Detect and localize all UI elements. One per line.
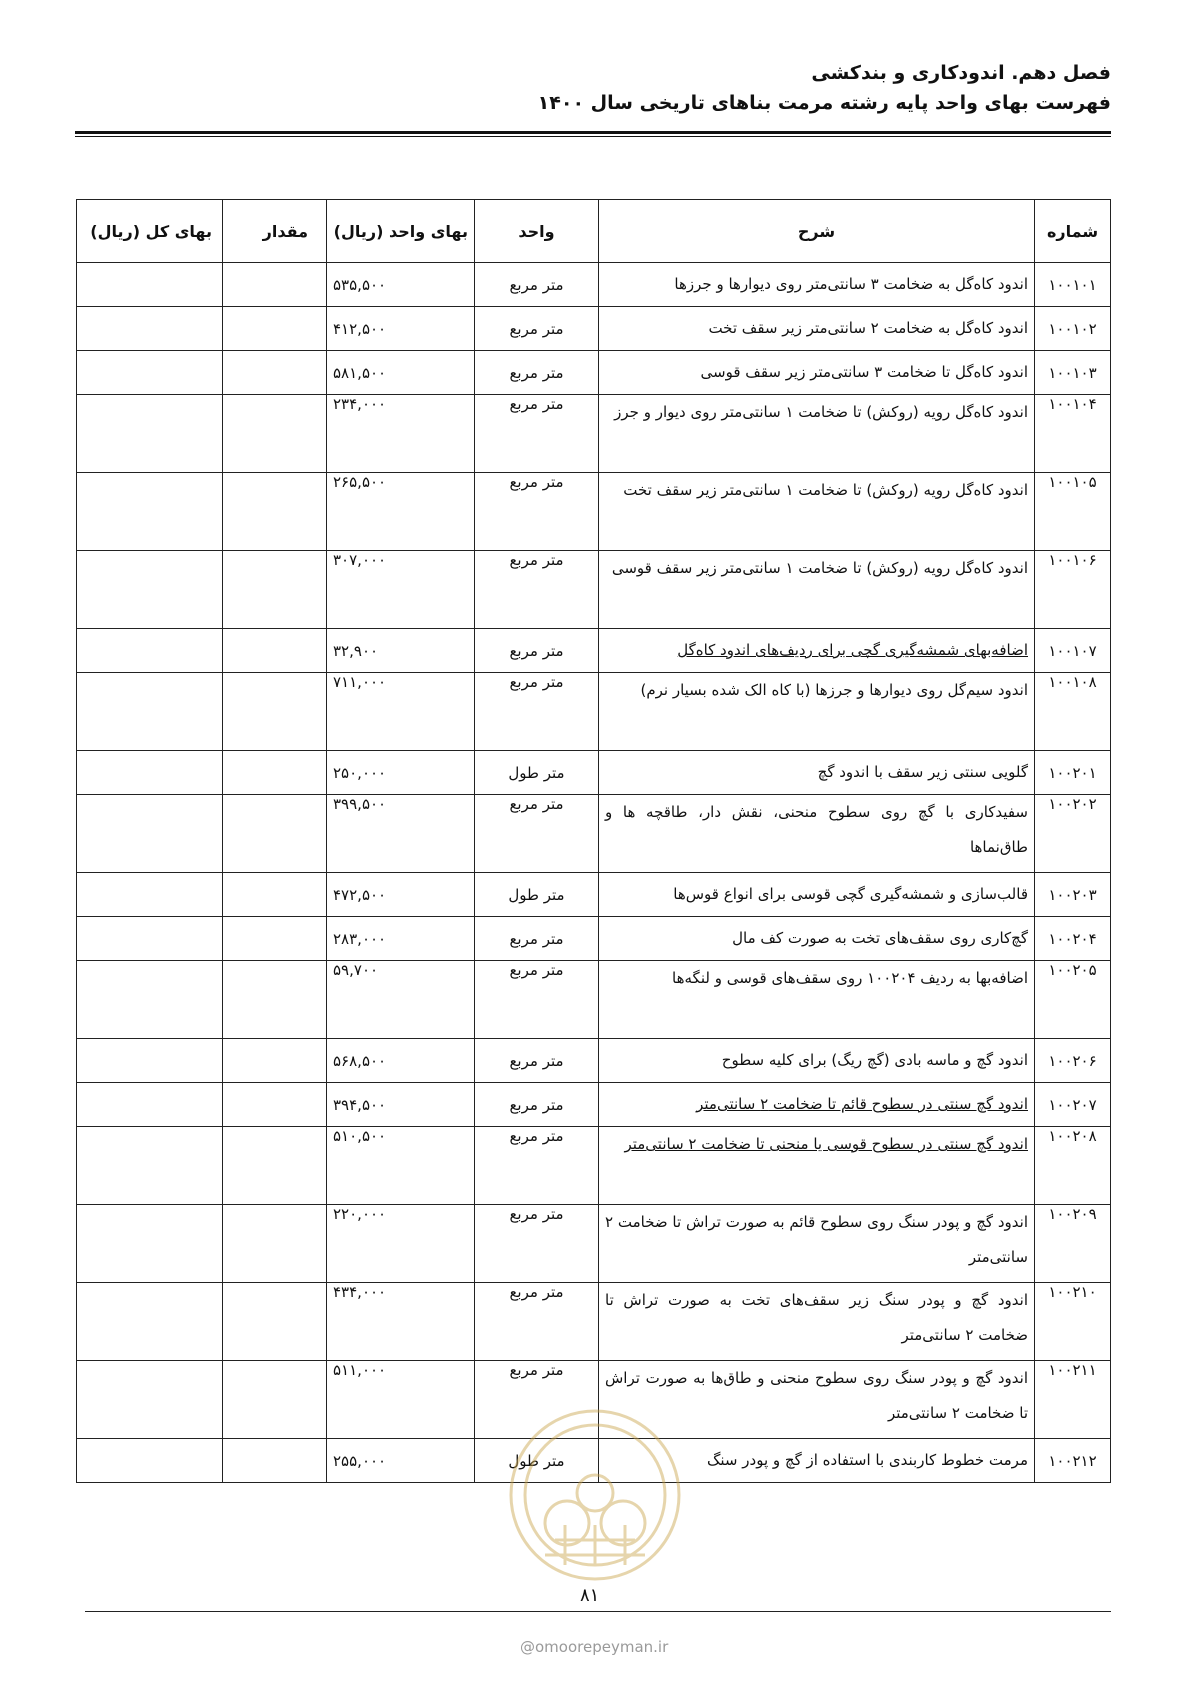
row-description: گلویی سنتی زیر سقف با اندود گچ: [599, 751, 1035, 795]
row-unit: متر مربع: [475, 395, 599, 473]
header-total-price: بهای کل (ریال): [77, 200, 223, 263]
row-total-price: [77, 961, 223, 1039]
row-quantity: [223, 263, 327, 307]
row-unit-price: ۴۱۲,۵۰۰: [327, 307, 475, 351]
row-unit-price: ۴۷۲,۵۰۰: [327, 873, 475, 917]
table-row: [77, 673, 1111, 751]
row-description: اندود کاه‌گل رویه (روکش) تا ضخامت ۱ سانتی‌متر روی دیوار و جرز: [599, 395, 1035, 473]
row-description: اندود سیم‌گل روی دیوارها و جرزها (با کاه الک شده بسیار نرم): [599, 673, 1035, 751]
header-quantity: مقدار: [223, 200, 327, 263]
row-number: ۱۰۰۱۰۴: [1035, 395, 1111, 473]
row-total-price: [77, 1205, 223, 1283]
row-unit-price: ۲۳۴,۰۰۰: [327, 395, 475, 473]
row-description: اندود گچ و پودر سنگ زیر سقف‌های تخت به صورت تراش تا ضخامت ۲ سانتی‌متر: [599, 1283, 1035, 1361]
row-quantity: [223, 751, 327, 795]
row-description: اندود کاه‌گل رویه (روکش) تا ضخامت ۱ سانتی‌متر زیر سقف قوسی: [599, 551, 1035, 629]
row-quantity: [223, 551, 327, 629]
row-number: ۱۰۰۲۰۵: [1035, 961, 1111, 1039]
row-total-price: [77, 1361, 223, 1439]
row-number: ۱۰۰۱۰۶: [1035, 551, 1111, 629]
row-quantity: [223, 1039, 327, 1083]
row-total-price: [77, 395, 223, 473]
row-unit: متر مربع: [475, 307, 599, 351]
row-unit: متر مربع: [475, 1127, 599, 1205]
row-number: ۱۰۰۲۰۳: [1035, 873, 1111, 917]
row-unit-price: ۷۱۱,۰۰۰: [327, 673, 475, 751]
row-quantity: [223, 1283, 327, 1361]
header-unit-price: بهای واحد (ریال): [327, 200, 475, 263]
table-row: [77, 395, 1111, 473]
row-description: مرمت خطوط کاربندی با استفاده از گچ و پودر سنگ: [599, 1439, 1035, 1483]
row-quantity: [223, 1439, 327, 1483]
row-unit: متر مربع: [475, 263, 599, 307]
row-quantity: [223, 1127, 327, 1205]
row-unit-price: ۵۹,۷۰۰: [327, 961, 475, 1039]
row-number: ۱۰۰۱۰۸: [1035, 673, 1111, 751]
row-description: قالب‌سازی و شمشه‌گیری گچی قوسی برای انواع قوس‌ها: [599, 873, 1035, 917]
row-unit: متر مربع: [475, 629, 599, 673]
row-unit: متر مربع: [475, 673, 599, 751]
page-header: [75, 58, 1111, 118]
table-row: [77, 629, 1111, 673]
row-unit: متر مربع: [475, 473, 599, 551]
table-row: [77, 263, 1111, 307]
row-description: اندود کاه‌گل به ضخامت ۲ سانتی‌متر زیر سقف تخت: [599, 307, 1035, 351]
table-row: [77, 473, 1111, 551]
header-rule-thin: [75, 136, 1111, 137]
row-description: اندود گچ سنتی در سطوح قوسی یا منحنی تا ضخامت ۲ سانتی‌متر: [599, 1127, 1035, 1205]
table-row: [77, 1283, 1111, 1361]
header-unit: واحد: [475, 200, 599, 263]
row-total-price: [77, 629, 223, 673]
row-total-price: [77, 473, 223, 551]
table-row: [77, 873, 1111, 917]
row-unit: متر مربع: [475, 917, 599, 961]
row-total-price: [77, 917, 223, 961]
row-description: اضافه‌بها به ردیف ۱۰۰۲۰۴ روی سقف‌های قوسی و لنگه‌ها: [599, 961, 1035, 1039]
row-unit-price: ۵۸۱,۵۰۰: [327, 351, 475, 395]
row-unit: متر مربع: [475, 1083, 599, 1127]
row-description: اندود گچ سنتی در سطوح قائم تا ضخامت ۲ سانتی‌متر: [599, 1083, 1035, 1127]
row-unit-price: ۲۸۳,۰۰۰: [327, 917, 475, 961]
row-quantity: [223, 1205, 327, 1283]
row-number: ۱۰۰۲۰۲: [1035, 795, 1111, 873]
row-description: گچ‌کاری روی سقف‌های تخت به صورت کف مال: [599, 917, 1035, 961]
row-description: اندود کاه‌گل رویه (روکش) تا ضخامت ۱ سانتی‌متر زیر سقف تخت: [599, 473, 1035, 551]
row-quantity: [223, 917, 327, 961]
row-number: ۱۰۰۲۱۲: [1035, 1439, 1111, 1483]
row-description: اندود کاه‌گل تا ضخامت ۳ سانتی‌متر زیر سقف قوسی: [599, 351, 1035, 395]
row-unit-price: ۳۲,۹۰۰: [327, 629, 475, 673]
header-rule-thick: [75, 131, 1111, 134]
table-row: [77, 307, 1111, 351]
row-quantity: [223, 795, 327, 873]
table-row: [77, 1205, 1111, 1283]
row-quantity: [223, 395, 327, 473]
row-unit-price: ۲۲۰,۰۰۰: [327, 1205, 475, 1283]
omoorepeyman-seal-watermark: [505, 1405, 685, 1585]
row-total-price: [77, 1083, 223, 1127]
row-unit-price: ۵۶۸,۵۰۰: [327, 1039, 475, 1083]
row-quantity: [223, 351, 327, 395]
row-total-price: [77, 1439, 223, 1483]
table-row: [77, 1039, 1111, 1083]
row-unit-price: ۵۳۵,۵۰۰: [327, 263, 475, 307]
row-unit: متر مربع: [475, 1039, 599, 1083]
row-unit-price: ۳۹۴,۵۰۰: [327, 1083, 475, 1127]
header-description: شرح: [599, 200, 1035, 263]
row-unit: متر مربع: [475, 961, 599, 1039]
row-number: ۱۰۰۱۰۱: [1035, 263, 1111, 307]
row-total-price: [77, 673, 223, 751]
row-number: ۱۰۰۲۱۰: [1035, 1283, 1111, 1361]
table-row: [77, 795, 1111, 873]
row-unit: متر مربع: [475, 795, 599, 873]
row-total-price: [77, 1127, 223, 1205]
row-quantity: [223, 673, 327, 751]
row-unit: متر مربع: [475, 1205, 599, 1283]
row-unit-price: ۲۵۰,۰۰۰: [327, 751, 475, 795]
row-unit: متر طول: [475, 873, 599, 917]
row-total-price: [77, 1039, 223, 1083]
row-number: ۱۰۰۱۰۷: [1035, 629, 1111, 673]
table-row: [77, 551, 1111, 629]
row-total-price: [77, 307, 223, 351]
price-list-table: [76, 199, 1111, 1483]
table-row: [77, 751, 1111, 795]
row-unit-price: ۵۱۰,۵۰۰: [327, 1127, 475, 1205]
table-header-row: [77, 200, 1111, 263]
table-row: [77, 1083, 1111, 1127]
row-total-price: [77, 551, 223, 629]
table-row: [77, 917, 1111, 961]
row-unit-price: ۳۹۹,۵۰۰: [327, 795, 475, 873]
table-row: [77, 961, 1111, 1039]
row-number: ۱۰۰۲۰۸: [1035, 1127, 1111, 1205]
row-unit-price: ۲۵۵,۰۰۰: [327, 1439, 475, 1483]
row-unit-price: ۲۶۵,۵۰۰: [327, 473, 475, 551]
website-watermark: @omoorepeyman.ir: [520, 1638, 669, 1656]
row-number: ۱۰۰۲۰۹: [1035, 1205, 1111, 1283]
table-row: [77, 351, 1111, 395]
row-number: ۱۰۰۲۱۱: [1035, 1361, 1111, 1439]
row-number: ۱۰۰۱۰۲: [1035, 307, 1111, 351]
row-unit: متر مربع: [475, 551, 599, 629]
row-number: ۱۰۰۲۰۱: [1035, 751, 1111, 795]
row-total-price: [77, 263, 223, 307]
row-quantity: [223, 961, 327, 1039]
row-quantity: [223, 307, 327, 351]
row-number: ۱۰۰۲۰۴: [1035, 917, 1111, 961]
header-number: شماره: [1035, 200, 1111, 263]
row-total-price: [77, 1283, 223, 1361]
row-description: سفیدکاری با گچ روی سطوح منحنی، نقش دار، طاقچه ها و طاق‌نماها: [599, 795, 1035, 873]
row-total-price: [77, 351, 223, 395]
row-quantity: [223, 629, 327, 673]
footer-rule: [85, 1611, 1111, 1612]
document-subtitle: فهرست بهای واحد پایه رشته مرمت بناهای تاریخی سال ۱۴۰۰: [537, 92, 1111, 114]
row-description: اندود گچ و پودر سنگ روی سطوح قائم به صورت تراش تا ضخامت ۲ سانتی‌متر: [599, 1205, 1035, 1283]
row-total-price: [77, 795, 223, 873]
row-quantity: [223, 1361, 327, 1439]
row-unit: متر طول: [475, 751, 599, 795]
page-number: ۸۱: [580, 1585, 600, 1606]
chapter-title: فصل دهم. اندودکاری و بندکشی: [811, 62, 1111, 84]
row-unit-price: ۴۳۴,۰۰۰: [327, 1283, 475, 1361]
table-row: [77, 1127, 1111, 1205]
row-quantity: [223, 873, 327, 917]
row-description: اندود کاه‌گل به ضخامت ۳ سانتی‌متر روی دیوارها و جرزها: [599, 263, 1035, 307]
row-total-price: [77, 873, 223, 917]
row-unit-price: ۳۰۷,۰۰۰: [327, 551, 475, 629]
row-unit-price: ۵۱۱,۰۰۰: [327, 1361, 475, 1439]
row-unit: متر طول: [475, 1439, 599, 1483]
row-unit: متر مربع: [475, 1283, 599, 1361]
row-number: ۱۰۰۱۰۵: [1035, 473, 1111, 551]
row-number: ۱۰۰۱۰۳: [1035, 351, 1111, 395]
row-quantity: [223, 1083, 327, 1127]
row-description: اندود گچ و ماسه بادی (گچ ریگ) برای کلیه سطوح: [599, 1039, 1035, 1083]
row-total-price: [77, 751, 223, 795]
row-number: ۱۰۰۲۰۷: [1035, 1083, 1111, 1127]
row-number: ۱۰۰۲۰۶: [1035, 1039, 1111, 1083]
row-unit: متر مربع: [475, 1361, 599, 1439]
row-description: اندود گچ و پودر سنگ روی سطوح منحنی و طاق‌ها به صورت تراش تا ضخامت ۲ سانتی‌متر: [599, 1361, 1035, 1439]
row-unit: متر مربع: [475, 351, 599, 395]
row-description: اضافه‌بهای شمشه‌گیری گچی برای ردیف‌های اندود کاه‌گل: [599, 629, 1035, 673]
row-quantity: [223, 473, 327, 551]
